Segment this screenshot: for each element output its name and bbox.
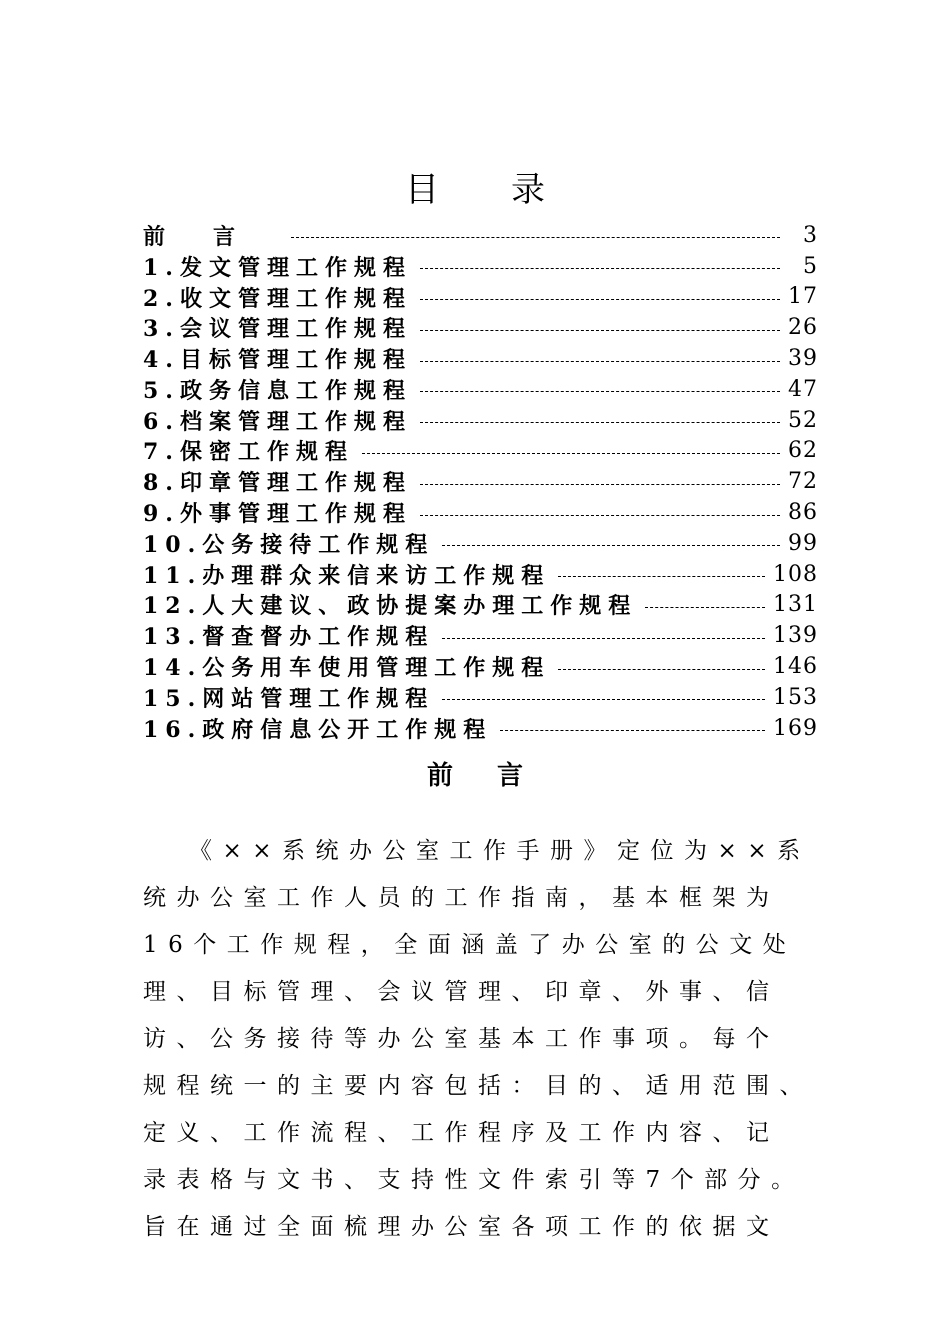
toc-entry-page: 131 [773, 592, 818, 618]
toc-entry-page: 47 [788, 376, 818, 402]
toc-entry[interactable] [143, 528, 818, 559]
toc-leader-dots [442, 698, 765, 700]
toc-entry[interactable] [143, 497, 818, 528]
toc-entry[interactable] [143, 436, 818, 467]
toc-leader-dots [420, 421, 780, 423]
toc-entry-page: 39 [788, 346, 818, 372]
toc-leader-dots [362, 452, 780, 454]
toc-leader-dots [420, 267, 780, 269]
toc-entry[interactable] [143, 466, 818, 497]
toc-leader-dots [558, 575, 765, 577]
toc-entry-page: 52 [788, 407, 818, 433]
toc-entry[interactable] [143, 713, 818, 744]
toc-entry-label: 9.外事管理工作规程 [143, 501, 412, 528]
toc-entry-label: 3.会议管理工作规程 [143, 316, 412, 343]
preface-line: 旨在通过全面梳理办公室各项工作的依据文 [143, 1214, 780, 1240]
preface-line: 16个工作规程，全面涵盖了办公室的公文处 [143, 932, 797, 958]
toc-entry-page: 5 [803, 253, 818, 279]
toc-entry[interactable] [143, 651, 818, 682]
toc-entry-label: 1.发文管理工作规程 [143, 254, 412, 281]
table-of-contents [143, 220, 818, 744]
toc-entry[interactable] [143, 251, 818, 282]
toc-entry-page: 62 [788, 438, 818, 464]
preface-line: 访、公务接待等办公室基本工作事项。每个 [143, 1026, 780, 1052]
toc-entry[interactable] [143, 559, 818, 590]
preface-line: 统办公室工作人员的工作指南，基本框架为 [143, 885, 780, 911]
toc-entry-page: 72 [788, 469, 818, 495]
toc-entry[interactable] [143, 312, 818, 343]
toc-entry-label: 8.印章管理工作规程 [143, 470, 412, 497]
toc-entry-label: 2.收文管理工作规程 [143, 285, 412, 312]
toc-leader-dots [420, 298, 780, 300]
toc-entry-page: 99 [788, 530, 818, 556]
toc-entry-label: 4.目标管理工作规程 [143, 347, 412, 374]
toc-entry[interactable] [143, 343, 818, 374]
toc-leader-dots [442, 544, 780, 546]
toc-entry-label: 12.人大建议、政协提案办理工作规程 [143, 593, 638, 620]
toc-entry[interactable] [143, 282, 818, 313]
toc-entry-label: 6.档案管理工作规程 [143, 408, 412, 435]
preface-title: 前言 [426, 761, 567, 791]
toc-title: 目录 [405, 170, 617, 210]
preface-line: 录表格与文书、支持性文件索引等7个部分。 [143, 1167, 805, 1193]
toc-entry[interactable] [143, 220, 818, 251]
toc-entry-label: 13.督查督办工作规程 [143, 624, 435, 651]
toc-entry[interactable] [143, 620, 818, 651]
toc-entry-label: 16.政府信息公开工作规程 [143, 716, 493, 743]
preface-line: 《××系统办公室工作手册》定位为××系 [189, 838, 811, 864]
preface-line: 规程统一的主要内容包括：目的、适用范围、 [143, 1073, 813, 1099]
toc-entry-label: 5.政务信息工作规程 [143, 377, 412, 404]
toc-leader-dots [291, 236, 780, 238]
toc-leader-dots [500, 729, 765, 731]
toc-entry-page: 108 [773, 561, 818, 587]
toc-leader-dots [442, 637, 765, 639]
toc-leader-dots [420, 390, 780, 392]
toc-entry[interactable] [143, 374, 818, 405]
toc-leader-dots [420, 483, 780, 485]
preface-line: 定义、工作流程、工作程序及工作内容、记 [143, 1120, 780, 1146]
toc-entry[interactable] [143, 682, 818, 713]
toc-entry-label: 7.保密工作规程 [143, 439, 354, 466]
toc-entry-page: 3 [803, 222, 818, 248]
toc-entry-label: 11.办理群众来信来访工作规程 [143, 562, 551, 589]
toc-entry-label: 10.公务接待工作规程 [143, 531, 435, 558]
toc-leader-dots [558, 668, 765, 670]
toc-entry[interactable] [143, 590, 818, 621]
toc-entry-page: 86 [788, 500, 818, 526]
toc-entry-label: 14.公务用车使用管理工作规程 [143, 655, 551, 682]
preface-line: 理、目标管理、会议管理、印章、外事、信 [143, 979, 780, 1005]
toc-entry-page: 146 [773, 654, 818, 680]
toc-entry-page: 169 [773, 715, 818, 741]
toc-entry-label: 15.网站管理工作规程 [143, 685, 435, 712]
toc-entry[interactable] [143, 405, 818, 436]
toc-leader-dots [645, 606, 765, 608]
toc-entry-page: 26 [788, 315, 818, 341]
toc-leader-dots [420, 360, 780, 362]
toc-leader-dots [420, 329, 780, 331]
toc-entry-page: 153 [773, 684, 818, 710]
toc-entry-page: 139 [773, 623, 818, 649]
toc-leader-dots [420, 514, 780, 516]
toc-entry-page: 17 [788, 284, 818, 310]
toc-entry-label: 前言 [143, 223, 284, 250]
preface-body [143, 828, 813, 1251]
